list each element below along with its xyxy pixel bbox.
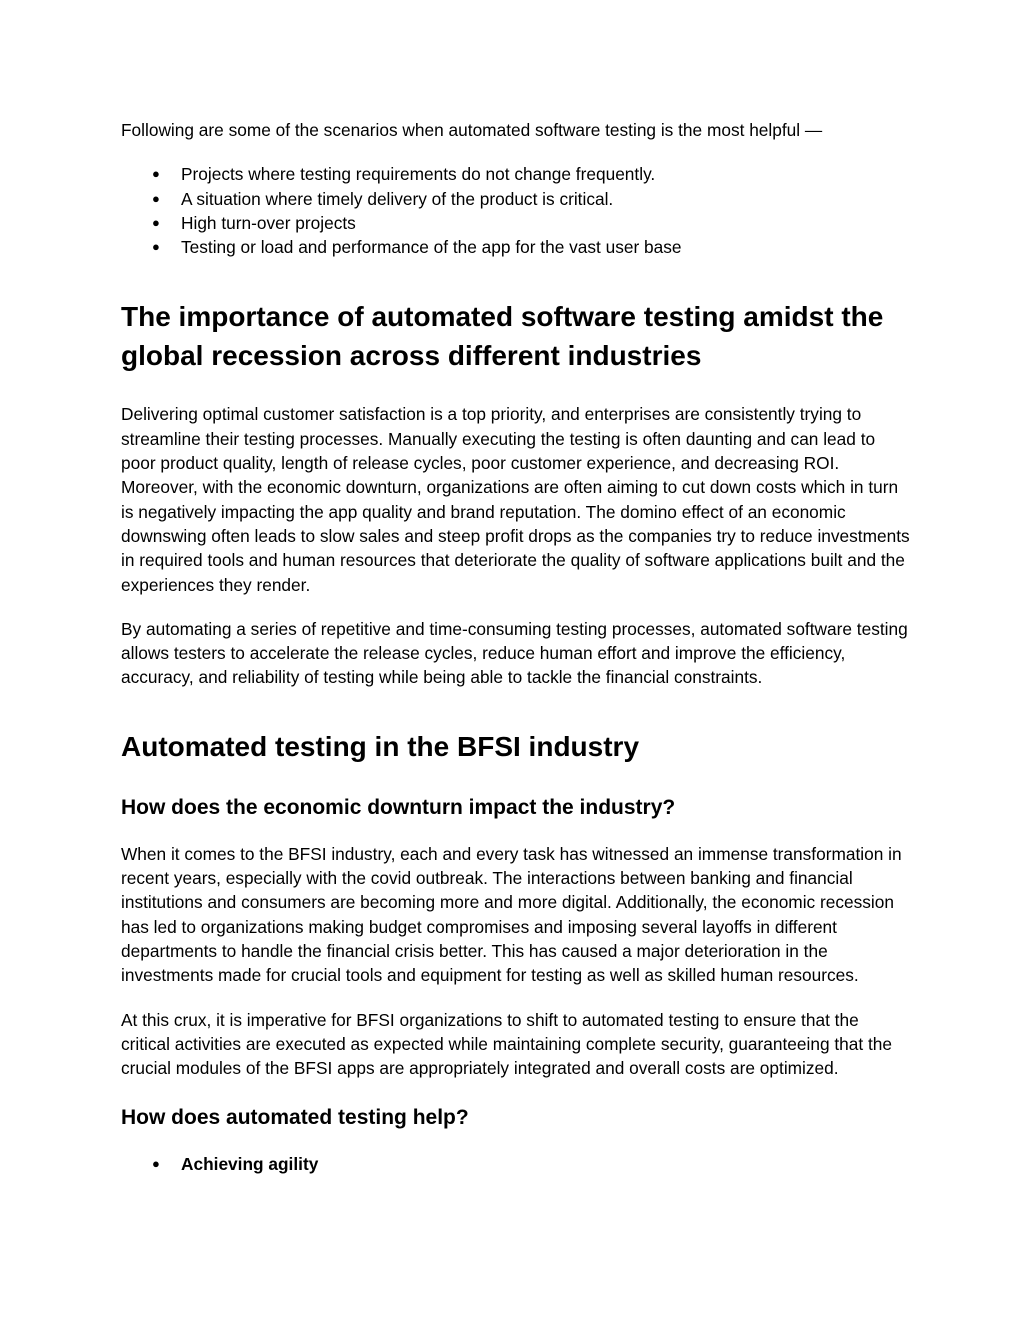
list-item-text: Testing or load and performance of the app for the vast user base (181, 237, 682, 258)
list-item-text: High turn-over projects (181, 212, 356, 233)
body-paragraph: At this crux, it is imperative for BFSI organizations to shift to automated testing to ensure that the critical activities are executed as expected while maintaining complete security, guaranteeing that the crucial modules of the BFSI apps are appropriately integrated and overall costs are optimized. (121, 1009, 893, 1079)
section-heading-importance: The importance of automated software testing amidst the global recession across different industries (121, 301, 884, 372)
list-item-text: A situation where timely delivery of the product is critical. (181, 188, 614, 209)
section-heading-bfsi: Automated testing in the BFSI industry (121, 730, 640, 762)
bullet-icon: ● (152, 190, 160, 206)
bullet-icon: ● (152, 239, 160, 255)
subsection-heading-impact: How does the economic downturn impact the industry? (121, 795, 676, 819)
list-item-text: Achieving agility (181, 1154, 319, 1175)
scenarios-list (121, 162, 911, 259)
list-item (121, 1152, 911, 1176)
intro-paragraph: Following are some of the scenarios when automated software testing is the most helpful — (121, 120, 823, 140)
body-paragraph: By automating a series of repetitive and time-consuming testing processes, automated software testing allows testers to accelerate the release cycles, reduce human effort and improve the efficiency, accuracy, and reliability of testing while being able to tackle the financial constraints. (121, 618, 908, 688)
body-paragraph: Delivering optimal customer satisfaction is a top priority, and enterprises are consistently trying to streamline their testing processes. Manually executing the testing is often daunting and can lead to poor product quality, length of release cycles, poor customer experience, and decreasing ROI. Moreover, with the economic downturn, organizations are often aiming to cut down costs which in turn is negatively impacting the app quality and brand reputation. The domino effect of an economic downswing often leads to slow sales and steep profit drops as the companies try to reduce investments in required tools and human resources that deteriorate the quality of software applications built and the experiences they render. (121, 404, 910, 595)
bullet-icon: ● (152, 214, 160, 230)
subsection-heading-help: How does automated testing help? (121, 1106, 469, 1130)
body-paragraph: When it comes to the BFSI industry, each and every task has witnessed an immense transformation in recent years, especially with the covid outbreak. The interactions between banking and financial institutions and consumers are becoming more and more digital. Additionally, the economic recession has led to organizations making budget compromises and imposing several layoffs in different departments to handle the financial crisis better. This has caused a major deterioration in the investments made for crucial tools and equipment for testing as well as skilled human resources. (121, 843, 902, 986)
list-item-text: Projects where testing requirements do not change frequently. (181, 164, 656, 185)
list-item (121, 162, 911, 186)
list-item (121, 187, 911, 211)
bullet-icon: ● (152, 1156, 160, 1172)
help-list (121, 1152, 911, 1176)
list-item (121, 235, 911, 259)
bullet-icon: ● (152, 166, 160, 182)
list-item (121, 211, 911, 235)
document-content (121, 118, 911, 1177)
